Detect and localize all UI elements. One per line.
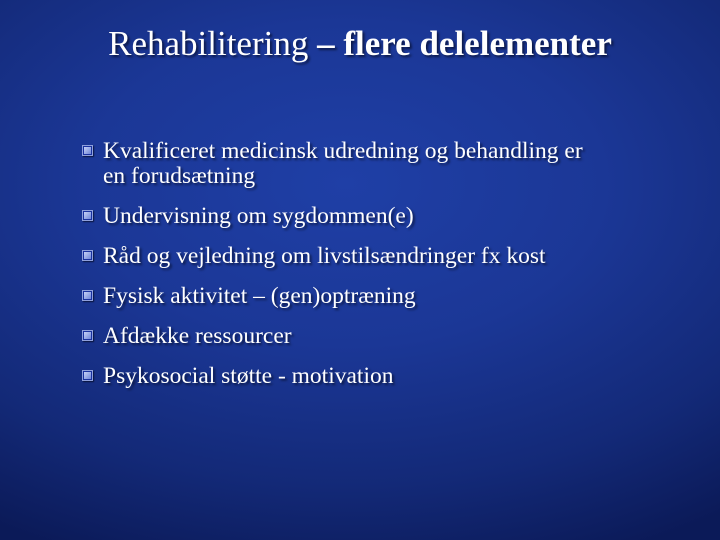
bullet-text: Psykosocial støtte - motivation [103, 363, 394, 389]
square-bullet-icon [82, 145, 93, 156]
title-bold: – flere delelementer [317, 24, 612, 63]
title-normal: Rehabilitering [108, 24, 318, 63]
bullet-list [81, 131, 701, 396]
bullet-text: Kvalificeret medicinsk udredning og behandling er [103, 138, 583, 164]
bullet-text: Undervisning om sygdommen(e) [103, 203, 414, 229]
square-bullet-icon [82, 330, 93, 341]
bullet-item [81, 196, 701, 236]
square-bullet-icon [82, 290, 93, 301]
bullet-item [81, 356, 701, 396]
bullet-text: Afdække ressourcer [103, 323, 292, 349]
square-bullet-icon [82, 250, 93, 261]
bullet-item [81, 316, 701, 356]
bullet-item [81, 236, 701, 276]
bullet-text: Råd og vejledning om livstilsændringer fx kost [103, 243, 546, 269]
square-bullet-icon [82, 370, 93, 381]
bullet-text-continued: en forudsætning [103, 163, 256, 189]
bullet-item [81, 276, 701, 316]
slide-title [0, 22, 720, 66]
bullet-item [81, 131, 701, 196]
bullet-text: Fysisk aktivitet – (gen)optræning [103, 283, 416, 309]
square-bullet-icon [82, 210, 93, 221]
